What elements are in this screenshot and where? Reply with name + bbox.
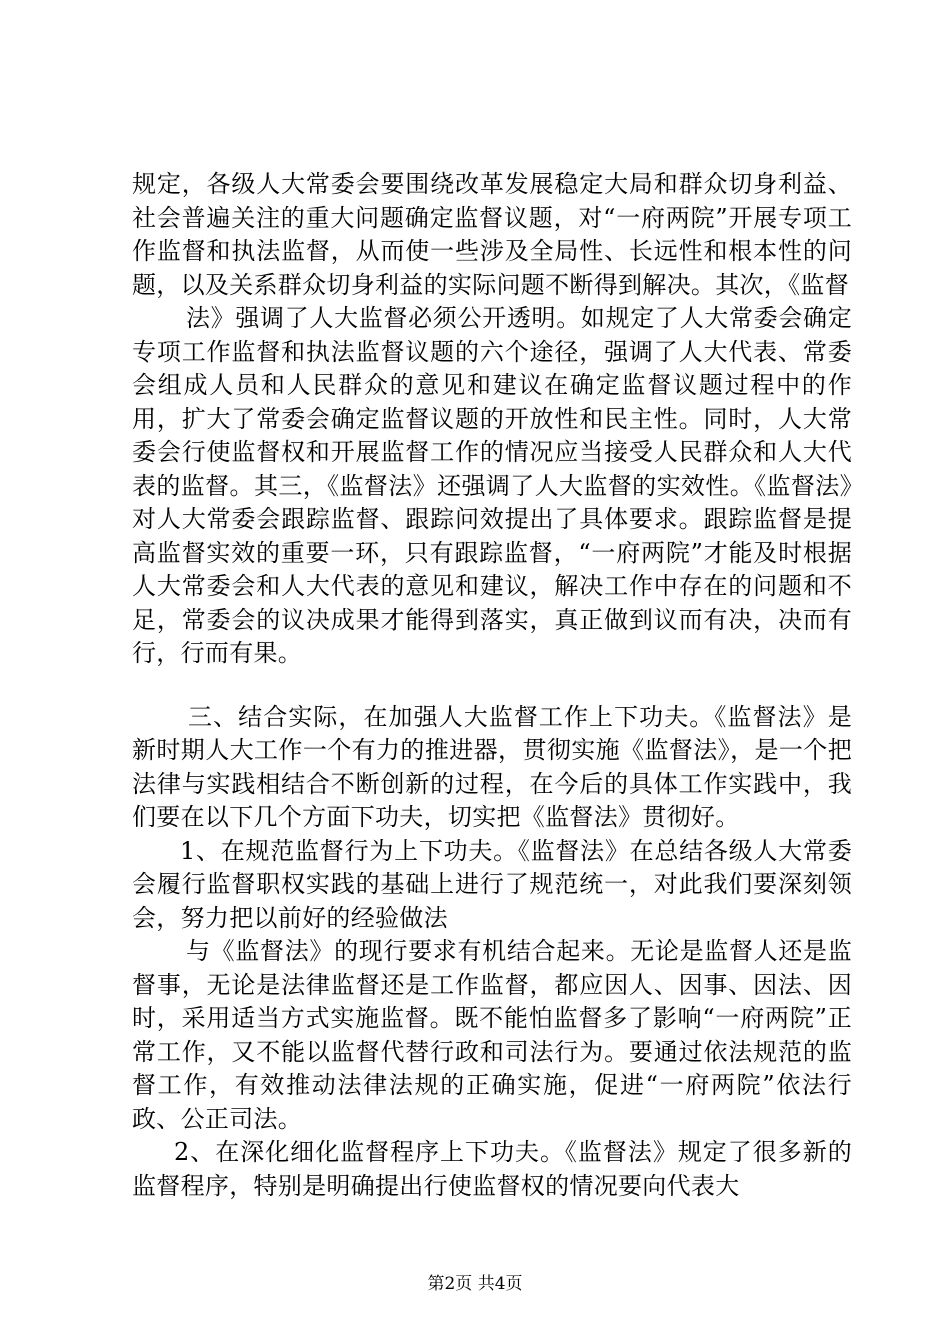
paragraph-item-one-continued: 与《监督法》的现行要求有机结合起来。无论是监督人还是监督事，无论是法律监督还是工作监督，都应因人、因事、因法、因时，采用适当方式实施监督。既不能怕监督多了影响“一府两院”正常工作，又不能以监督代替行政和司法行为。要通过依法规范的监督工作，有效推动法律法规的正确实施，促进“一府两院”依法行政、公正司法。 bbox=[132, 937, 852, 1133]
paragraph-item-one: 1、在规范监督行为上下功夫。《监督法》在总结各级人大常委会履行监督职权实践的基础上进行了规范统一，对此我们要深刻领会，努力把以前好的经验做法 bbox=[132, 836, 852, 932]
paragraph-oversight-law: 法》强调了人大监督必须公开透明。如规定了人大常委会确定专项工作监督和执法监督议题的六个途径，强调了人大代表、常委会组成人员和人民群众的意见和建议在确定监督议题过程中的作用，扩大了常委会确定监督议题的开放性和民主性。同时，人大常委会行使监督权和开展监督工作的情况应当接受人民群众和人大代表的监督。其三，《监督法》还强调了人大监督的实效性。《监督法》对人大常委会跟踪监督、跟踪问效提出了具体要求。跟踪监督是提高监督实效的重要一环，只有跟踪监督，“一府两院”才能及时根据人大常委会和人大代表的意见和建议，解决工作中存在的问题和不足，常委会的议决成果才能得到落实，真正做到议而有决，决而有行，行而有果。 bbox=[132, 304, 852, 667]
document-body bbox=[132, 168, 852, 1203]
paragraph-section-three: 三、结合实际，在加强人大监督工作上下功夫。《监督法》是新时期人大工作一个有力的推进器，贯彻实施《监督法》，是一个把法律与实践相结合不断创新的过程，在今后的具体工作实践中，我们要在以下几个方面下功夫，切实把《监督法》贯彻好。 bbox=[132, 702, 852, 831]
paragraph-continuation: 规定，各级人大常委会要围绕改革发展稳定大局和群众切身利益、社会普遍关注的重大问题确定监督议题，对“一府两院”开展专项工作监督和执法监督，从而使一些涉及全局性、长远性和根本性的问题，以及关系群众切身利益的实际问题不断得到解决。其次，《监督 bbox=[132, 170, 852, 299]
page-number-footer: 第2页 共4页 bbox=[427, 1274, 523, 1294]
paragraph-item-two: 2、在深化细化监督程序上下功夫。《监督法》规定了很多新的监督程序，特别是明确提出行使监督权的情况要向代表大 bbox=[132, 1138, 852, 1200]
